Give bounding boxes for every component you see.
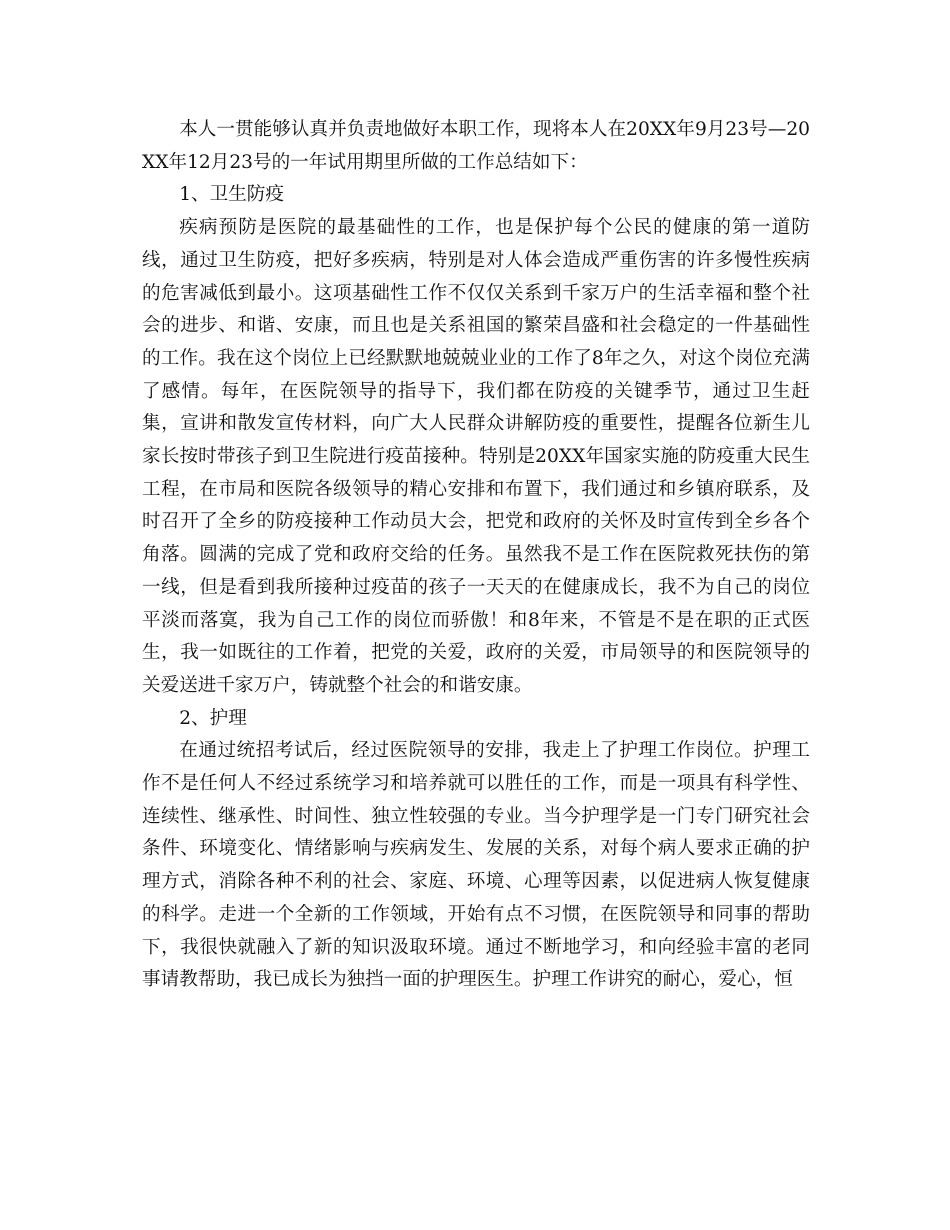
section-heading-epidemic-prevention: 1、卫生防疫 <box>179 184 284 206</box>
section-paragraph-epidemic-prevention: 疾病预防是医院的最基础性的工作，也是保护每个公民的健康的第一道防线，通过卫生防疫，把好多疾病，特别是对人体会造成严重伤害的许多慢性疾病的危害减低到最小。这项基础性工作不仅仅关系到千家万户的生活幸福和整个社会的进步、和谐、安康，而且也是关系祖国的繁荣昌盛和社会稳定的一件基础性的工作。我在这个岗位上已经默默地兢兢业业的工作了8年之久，对这个岗位充满了感情。每年，在医院领导的指导下，我们都在防疫的关键季节，通过卫生赶集，宣讲和散发宣传材料，向广大人民群众讲解防疫的重要性，提醒各位新生儿家长按时带孩子到卫生院进行疫苗接种。特别是20XX年国家实施的防疫重大民生工程，在市局和医院各级领导的精心安排和布置下，我们通过和乡镇府联系，及时召开了全乡的防疫接种工作动员大会，把党和政府的关怀及时宣传到全乡各个角落。圆满的完成了党和政府交给的任务。虽然我不是工作在医院救死扶伤的第一线，但是看到我所接种过疫苗的孩子一天天的在健康成长，我不为自己的岗位平淡而落寞，我为自己工作的岗位而骄傲！和8年来，不管是不是在职的正式医生，我一如既往的工作着，把党的关爱，政府的关爱，市局领导的和医院领导的关爱送进千家万户，铸就整个社会的和谐安康。 <box>142 217 810 696</box>
section-heading-nursing: 2、护理 <box>179 707 247 729</box>
intro-paragraph: 本人一贯能够认真并负责地做好本职工作，现将本人在20XX年9月23号—20XX年12月23号的一年试用期里所做的工作总结如下： <box>142 119 810 173</box>
section-paragraph-nursing: 在通过统招考试后，经过医院领导的安排，我走上了护理工作岗位。护理工作不是任何人不经过系统学习和培养就可以胜任的工作，而是一项具有科学性、连续性、继承性、时间性、独立性较强的专业。当今护理学是一门专门研究社会条件、环境变化、情绪影响与疾病发生、发展的关系，对每个病人要求正确的护理方式，消除各种不利的社会、家庭、环境、心理等因素，以促进病人恢复健康的科学。走进一个全新的工作领域，开始有点不习惯，在医院领导和同事的帮助下，我很快就融入了新的知识汲取环境。通过不断地学习，和向经验丰富的老同事请教帮助，我已成长为独挡一面的护理医生。护理工作讲究的耐心，爱心，恒 <box>142 740 810 991</box>
document-body <box>142 114 810 997</box>
